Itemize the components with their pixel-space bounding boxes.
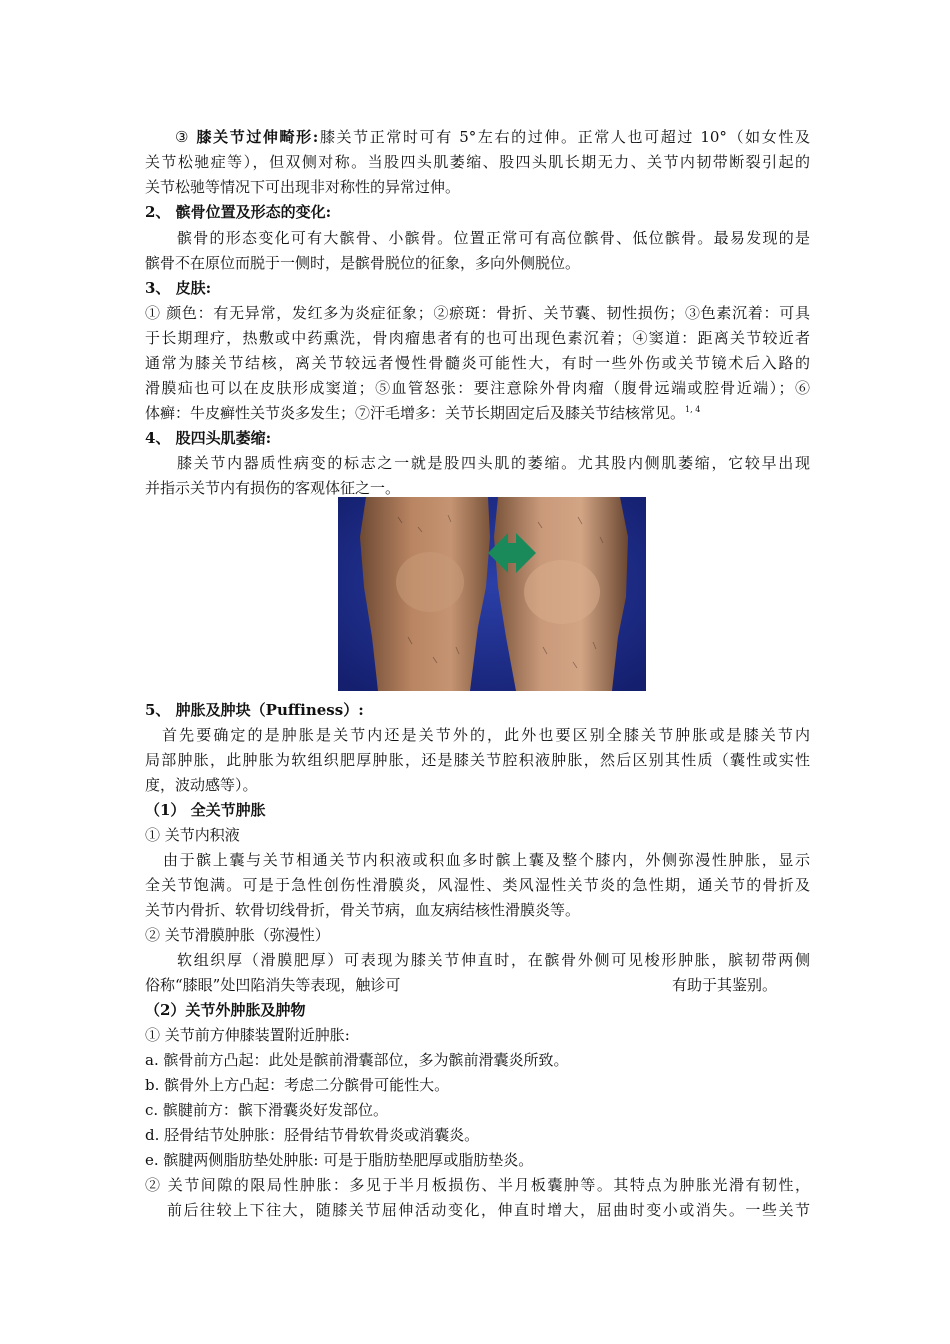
text-span: 膝关节正常时可有 5°左右的过伸。正常人也可超过 10°（如女性及 bbox=[318, 128, 810, 146]
paragraph-line: ② 关节间隙的限局性肿胀：多见于半月板损伤、半月板囊肿等。其特点为肿胀光滑有韧性， bbox=[145, 1176, 810, 1194]
list-item: c. 髌腱前方：髌下滑囊炎好发部位。 bbox=[145, 1101, 388, 1119]
paragraph-line: 并指示关节内有损伤的客观体征之一。 bbox=[145, 479, 401, 497]
paragraph-line: 关节内骨折、软骨切线骨折，骨关节病，血友病结核性滑膜炎等。 bbox=[145, 901, 581, 919]
paragraph-line: 滑膜疝也可以在皮肤形成窦道；⑤血管怒张：要注意除外骨肉瘤（腹骨远端或腔骨近端）；⑥ bbox=[145, 379, 810, 397]
subheading-extra-articular: （2）关节外肿胀及肿物 bbox=[145, 1001, 306, 1019]
section-heading-patella: 2、 髌骨位置及形态的变化: bbox=[145, 203, 332, 221]
list-marker: ③ bbox=[175, 128, 191, 146]
paragraph-line: 局部肿胀，此肿胀为软组织肥厚肿胀，还是膝关节腔积液肿胀，然后区别其性质（囊性或实性 bbox=[145, 751, 810, 769]
term-knee-hyperextension: 膝关节过伸畸形: bbox=[196, 128, 319, 146]
paragraph-line: 于长期理疗，热敷或中药熏洗，骨肉瘤患者有的也可出现色素沉着；④窦道：距离关节较近者 bbox=[145, 329, 810, 347]
reference-superscript: 1, 4 bbox=[685, 405, 701, 414]
knee-photo-illustration bbox=[338, 497, 646, 691]
paragraph-line: 软组织厚（滑膜肥厚）可表现为膝关节伸直时，在髌骨外侧可见梭形肿胀，膑韧带两侧 bbox=[177, 951, 810, 969]
section-heading-skin: 3、 皮肤: bbox=[145, 279, 212, 297]
list-item: d. 胫骨结节处肿胀：胫骨结节骨软骨炎或消囊炎。 bbox=[145, 1126, 480, 1144]
paragraph-line: 关节松驰等情况下可出现非对称性的异常过伸。 bbox=[145, 178, 461, 196]
paragraph-line: 俗称“膝眼”处凹陷消失等表现，触诊可 bbox=[145, 976, 401, 994]
text-span: 体癣：牛皮癣性关节炎多发生；⑦汗毛增多：关节长期固定后及膝关节结核常见。 bbox=[145, 404, 686, 422]
paragraph-line: 前后往较上下往大，随膝关节屈伸活动变化，伸直时增大，屈曲时变小或消失。一些关节 bbox=[167, 1201, 810, 1219]
section-heading-quadriceps: 4、 股四头肌萎缩: bbox=[145, 429, 272, 447]
paragraph-line: 由于髌上囊与关节相通关节内积液或积血多时髌上囊及整个膝内，外侧弥漫性肿胀，显示 bbox=[163, 851, 810, 869]
paragraph-line: 全关节饱满。可是于急性创伤性滑膜炎，风湿性、类风湿性关节炎的急性期，通关节的骨折及 bbox=[145, 876, 810, 894]
paragraph-line: 髌骨的形态变化可有大髌骨、小髌骨。位置正常可有高位髌骨、低位髌骨。最易发现的是 bbox=[177, 229, 810, 247]
item-title: ② 关节滑膜肿胀（弥漫性） bbox=[145, 926, 330, 944]
item-title: ① 关节内积液 bbox=[145, 826, 240, 844]
subheading-whole-joint: （1） 全关节肿胀 bbox=[145, 801, 266, 819]
paragraph-line: 有助于其鉴别。 bbox=[672, 976, 778, 994]
right-knee bbox=[524, 560, 600, 624]
paragraph-line: 度，波动感等）。 bbox=[145, 776, 258, 794]
left-knee bbox=[396, 552, 464, 612]
paragraph-line: 关节松驰症等），但双侧对称。当股四头肌萎缩、股四头肌长期无力、关节内韧带断裂引起的 bbox=[145, 153, 810, 171]
list-item: b. 髌骨外上方凸起：考虑二分髌骨可能性大。 bbox=[145, 1076, 450, 1094]
paragraph-line: 通常为膝关节结核，离关节较远者慢性骨髓炎可能性大，有时一些外伤或关节镜术后入路的 bbox=[145, 354, 810, 372]
paragraph-knee-hyperextension-line1 bbox=[145, 125, 810, 149]
paragraph-line: 膝关节内器质性病变的标志之一就是股四头肌的萎缩。尤其股内侧肌萎缩，它较早出现 bbox=[177, 454, 810, 472]
paragraph-line: 首先要确定的是肿胀是关节内还是关节外的，此外也要区别全膝关节肿胀或是膝关节内 bbox=[162, 726, 810, 744]
paragraph-line: ① 颜色：有无异常，发红多为炎症征象；②瘀斑：骨折、关节囊、韧性损伤；③色素沉着：可具 bbox=[145, 304, 810, 322]
list-item: e. 髌腱两侧脂肪垫处肿胀: 可是于脂肪垫肥厚或脂肪垫炎。 bbox=[145, 1151, 534, 1169]
list-item: a. 髌骨前方凸起：此处是髌前滑囊部位，多为髌前滑囊炎所致。 bbox=[145, 1051, 569, 1069]
paragraph-line: 髌骨不在原位而脱于一侧时，是髌骨脱位的征象，多向外侧脱位。 bbox=[145, 254, 581, 272]
knee-photo bbox=[338, 497, 646, 691]
paragraph-line bbox=[145, 401, 810, 425]
section-heading-puffiness: 5、 肿胀及肿块（Puffiness）: bbox=[145, 701, 364, 719]
item-title: ① 关节前方伸膝装置附近肿胀: bbox=[145, 1026, 350, 1044]
